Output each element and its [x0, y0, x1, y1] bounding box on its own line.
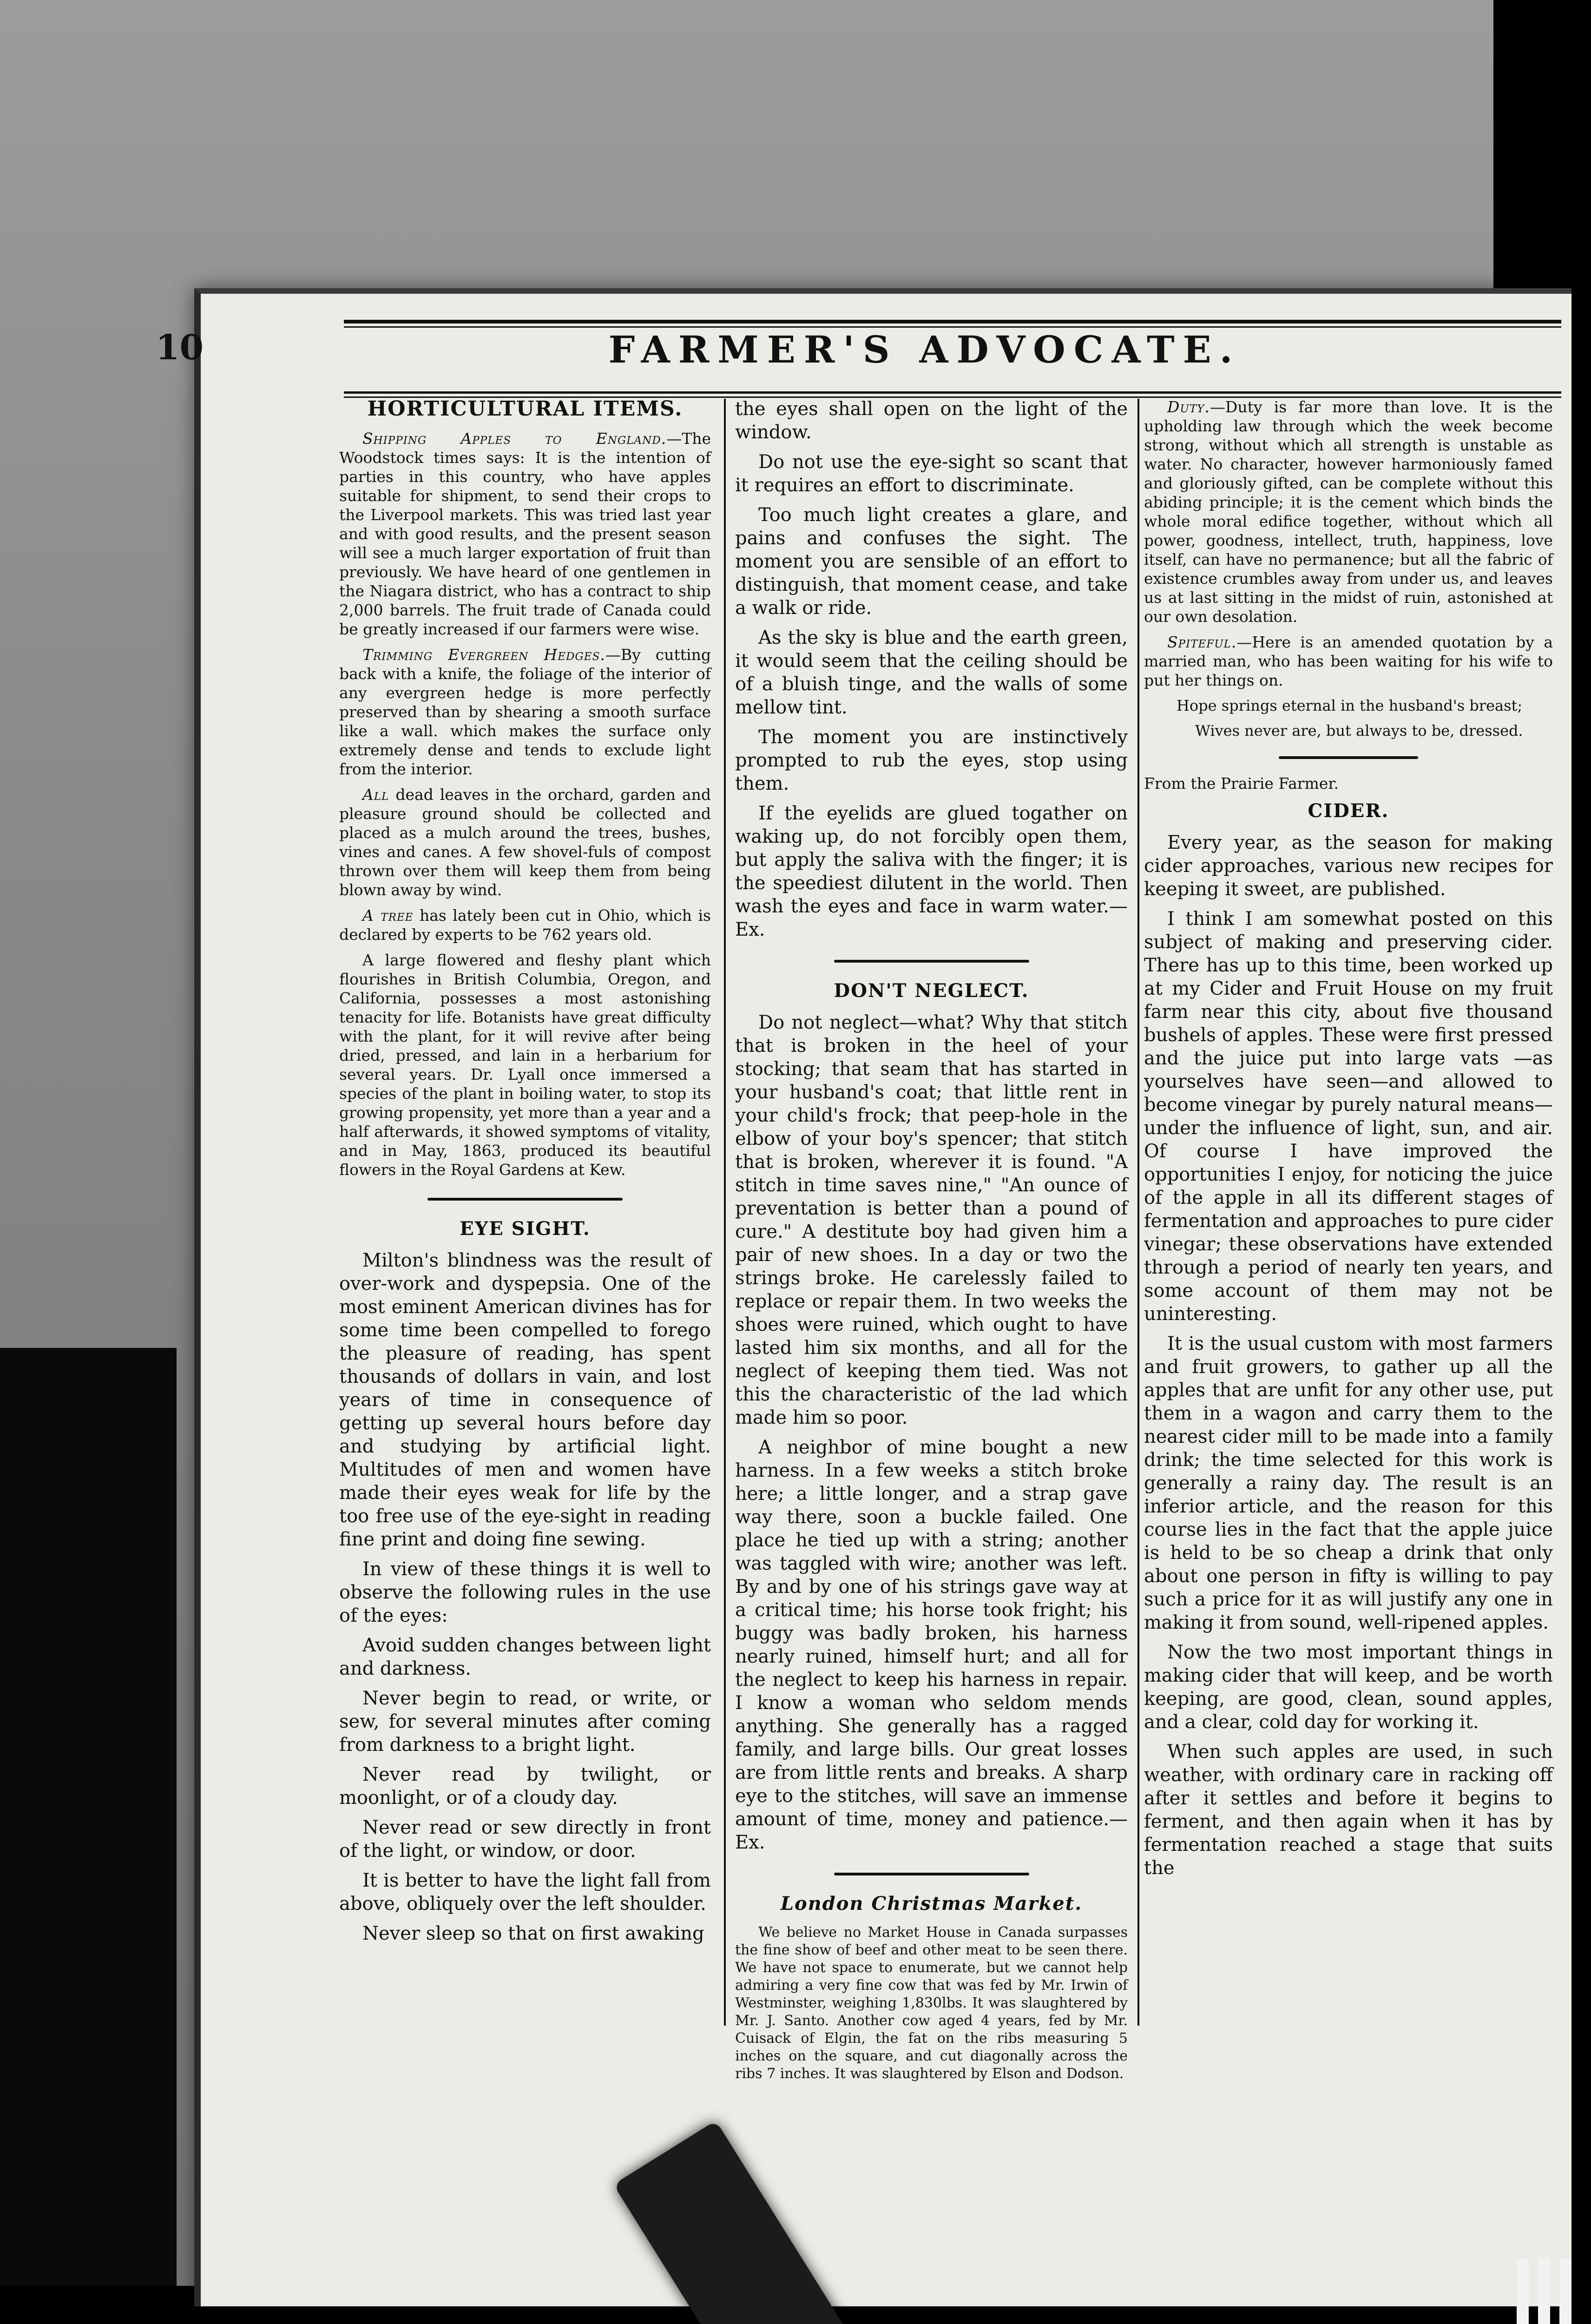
eye-cont-para: Too much light creates a glare, and pains and confuses the sight. The moment you are sensible of an effort to distinguish, that moment cease, and take a walk or ride. [735, 504, 1128, 619]
eye-cont-para: As the sky is blue and the earth green, it would seem that the ceiling should be of a bluish tinge, and the walls of some mellow tint. [735, 627, 1128, 718]
eye-cont-para: The moment you are instinctively prompted to rub the eyes, stop using them. [735, 726, 1128, 794]
cider-para: I think I am somewhat posted on this subject of making and preserving cider. There has up to this time, been worked up at my Cider and Fruit House on my fruit farm near this city, about five thousand bushels of apples. These were first pressed and the juice put into large vats —as yourselves have seen—and allowed to become vinegar by purely natural means—under the influence of light, sun, and air. Of course I have improved the opportunities I enjoy, for noticing the juice of the apple in all its different stages of fermentation and approaches to pure cider vinegar; these observations have extended through a period of nearly ten years, and some account of them may not be uninteresting. [1144, 908, 1553, 1325]
item-dead-leaves: All dead leaves in the orchard, garden and pleasure ground should be collected and placed as a mulch around the trees, bushes, vines and canes. A few shovel-fuls of compost thrown over them will keep them from being blown away by wind. [339, 786, 711, 899]
section-ornament [1144, 747, 1553, 766]
item-trimming-hedges: Trimming Evergreen Hedges.—By cutting back with a knife, the foliage of the interior of any evergreen hedge is more perfectly preserved than by shearing a smooth surface like a wall. which makes the surface only extremely dense and tends to exclude light from the interior. [339, 646, 711, 778]
eye-para: Avoid sudden changes between light and darkness. [339, 1635, 711, 1679]
column-1 [339, 397, 711, 1952]
eye-para: Never begin to read, or write, or sew, for several minutes after coming from darkness to a bright light. [339, 1688, 711, 1756]
cider-para: Every year, as the season for making cider approaches, various new recipes for keeping it sweet, are published. [1144, 832, 1553, 900]
eye-sight-heading: EYE SIGHT. [460, 1218, 591, 1240]
spiteful-para: Spiteful.—Here is an amended quotation by a married man, who has been waiting for his wife to put her things on. [1144, 633, 1553, 689]
item-flowering-plant: A large flowered and fleshy plant which flourishes in British Columbia, Oregon, and California, possesses a most astonishing tenacity for life. Botanists have great difficulty with the plant, for it will revive after being dried, pressed, and lain in a herbarium for several years. Dr. Lyall once immersed a species of the plant in boiling water, to stop its growing propensity, yet more than a year and a half afterwards, it showed symptoms of vitality, and in May, 1863, produced its beautiful flowers in the Royal Gardens at Kew. [339, 951, 711, 1179]
eye-cont-para: Do not use the eye-sight so scant that it requires an effort to discriminate. [735, 451, 1128, 496]
eye-cont-para: the eyes shall open on the light of the window. [735, 398, 1128, 443]
verse-line-2: Wives never are, but always to be, dressed. [1195, 722, 1523, 739]
item-old-tree: A tree has lately been cut in Ohio, which is declared by experts to be 762 years old. [339, 906, 711, 944]
column-3 [1144, 397, 1553, 1886]
cider-para: It is the usual custom with most farmers and fruit growers, to gather up all the apples that are unfit for any other use, put them in a wagon and carry them to the nearest cider mill to be made into a family drink; the time selected for this work is generally a rainy day. The result is an inferior article, and the reason for this course lies in the fact that the apple juice is held to be so cheap a drink that only about one person in fifty is willing to pay such a price for it as will justify any one in making it from sound, well-ripened apples. [1144, 1333, 1553, 1633]
header-rule-top [344, 320, 1561, 324]
section-ornament [339, 1187, 711, 1210]
scanner-marker-bars [1517, 2259, 1572, 2324]
dont-neglect-heading: DON'T NEGLECT. [834, 980, 1029, 1002]
eye-para: It is better to have the light fall from above, obliquely over the left shoulder. [339, 1870, 711, 1915]
column-divider-1 [724, 399, 726, 2026]
header-rule-bottom [344, 391, 1561, 394]
neglect-para: Do not neglect—what? Why that stitch that is broken in the heel of your stocking; that seam that has started in your husband's coat; that little rent in your child's frock; that peep-hole in the elbow of your boy's spencer; that stitch that is broken, wherever it is found. "A stitch in time saves nine," "An ounce of preventation is better than a pound of cure." A destitute boy had given him a pair of new shoes. In a day or two the strings broke. He carelessly failed to replace or repair them. In two weeks the shoes were ruined, which ought to have lasted him six months, and all for the neglect of keeping them tied. Was not this the characteristic of the lad which made him so poor. [735, 1012, 1128, 1428]
eye-para: Milton's blindness was the result of over-work and dyspepsia. One of the most eminent American divines has for some time been compelled to forego the pleasure of reading, has spent thousands of dollars in vain, and lost years of time in consequence of getting up several hours before day and studying by artificial light. Multitudes of men and women have made their eyes weak for life by the too free use of the eye-sight in reading fine print and doing fine sewing. [339, 1250, 711, 1550]
section-ornament [735, 949, 1128, 972]
horticultural-heading: HORTICULTURAL ITEMS. [367, 397, 683, 421]
cider-heading: CIDER. [1308, 800, 1389, 822]
column-divider-2 [1137, 399, 1139, 2026]
neglect-para: A neighbor of mine bought a new harness. In a few weeks a stitch broke here; a little longer, and a strap gave way there, soon a buckle failed. One place he tied up with a string; another was taggled with wire; another was left. By and by one of his strings gave way at a critical time; his horse took fright; his buggy was badly broken, his harness nearly ruined, himself hurt; and all for the neglect to keep his harness in repair. I know a woman who seldom mends anything. She generally has a ragged family, and large bills. Our great losses are from little rents and breaks. A sharp eye to the stitches, will save an immense amount of time, money and patience.—Ex. [735, 1437, 1128, 1853]
eye-para: Never read or sew directly in front of the light, or window, or door. [339, 1817, 711, 1862]
source-line: From the Prairie Farmer. [1144, 774, 1339, 792]
cider-para: Now the two most important things in making cider that will keep, and be worth keeping, are good, clean, sound apples, and a clear, cold day for working it. [1144, 1642, 1553, 1733]
item-shipping-apples: Shipping Apples to England.—The Woodstock times says: It is the intention of parties in this country, who have apples suitable for shipment, to send their crops to the Liverpool markets. This was tried last year and with good results, and the present season will see a much larger exportation of fruit than previously. We have heard of one gentlemen in the Niagara district, who has a contract to ship 2,000 barrels. The fruit trade of Canada could be greatly increased if our farmers were wise. [339, 429, 711, 638]
masthead-title: FARMER'S ADVOCATE. [608, 328, 1241, 371]
scanner-edge-left [0, 1348, 177, 2286]
london-market-heading: London Christmas Market. [780, 1893, 1083, 1915]
duty-para: Duty.—Duty is far more than love. It is the upholding law through which the week become strong, without which all strength is unstable as water. No character, however harmoniously famed and gloriously gifted, can be complete without this abiding principle; it is the cement which binds the whole moral edifice together, without which all power, goodness, intellect, truth, happiness, love itself, can have no permanence; but all the fabric of existence crumbles away from under us, and leaves us at last sitting in the midst of ruin, astonished at our own desolation. [1144, 398, 1553, 626]
eye-para: In view of these things it is well to observe the following rules in the use of the eyes: [339, 1558, 711, 1626]
page-number: 10 [156, 328, 204, 368]
section-ornament [735, 1862, 1128, 1885]
cider-para: When such apples are used, in such weather, with ordinary care in racking off after it settles and before it begins to ferment, and then again when it has by fermentation reached a stage that suits the [1144, 1741, 1553, 1879]
eye-para: Never read by twilight, or moonlight, or of a cloudy day. [339, 1764, 711, 1809]
market-para: We believe no Market House in Canada surpasses the fine show of beef and other meat to be seen there. We have not space to enumerate, but we cannot help admiring a very fine cow that was fed by Mr. Irwin of Westminster, weighing 1,830lbs. It was slaughtered by Mr. J. Santo. Another cow aged 4 years, fed by Mr. Cuisack of Elgin, the fat on the ribs measuring 5 inches on the square, and cut diagonally across the ribs 7 inches. It was slaughtered by Elson and Dodson. [735, 1924, 1128, 2082]
eye-cont-para: If the eyelids are glued togather on waking up, do not forcibly open them, but apply the saliva with the finger; it is the speediest dilutent in the world. Then wash the eyes and face in warm water.—Ex. [735, 803, 1128, 940]
verse-line-1: Hope springs eternal in the husband's breast; [1177, 697, 1523, 714]
column-2 [735, 397, 1128, 2089]
eye-para: Never sleep so that on first awaking [362, 1923, 704, 1944]
